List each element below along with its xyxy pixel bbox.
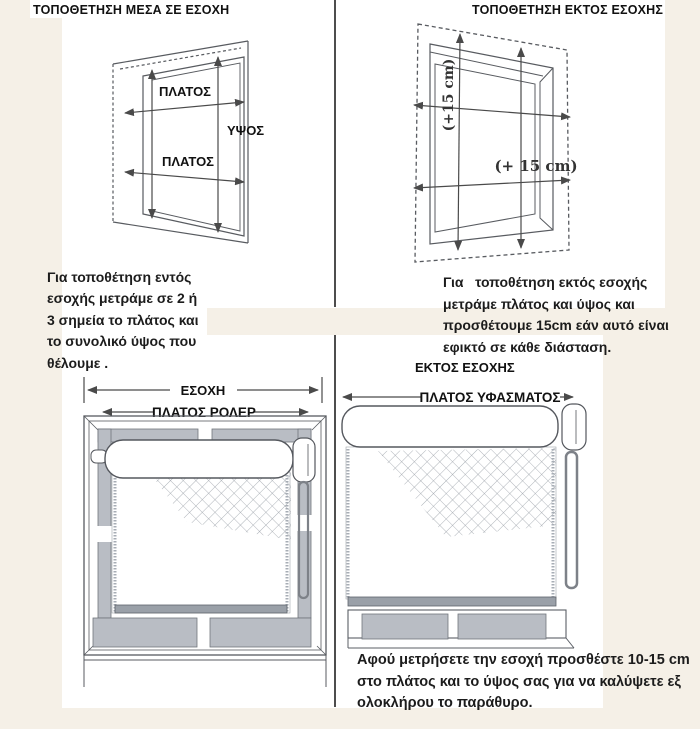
chain-loop xyxy=(566,452,577,588)
wall-gap-left xyxy=(97,526,112,542)
window-frame-lines xyxy=(415,24,569,262)
width-label-top: ΠΛΑΤΟΣ xyxy=(159,84,211,99)
fabric-bottom-bar xyxy=(115,605,287,613)
roller-tube xyxy=(342,406,558,447)
fabric-bottom-bar xyxy=(348,597,556,606)
recess-label: ΕΣΟΧΗ xyxy=(180,383,226,398)
roller-width-label: ΠΛΑΤΟΣ ΡΟΛΕΡ xyxy=(152,405,256,420)
recess-roller-blind-drawing xyxy=(75,372,337,694)
outside-recess-bottom-note: Αφού μετρήσετε την εσοχή προσθέστε 10-15 cm στο πλάτος και το ύψος σας για να καλύψετε εξ ολοκλήρου το παράθυρο. xyxy=(357,652,690,712)
width-add-label: (+ 15 cm) xyxy=(494,157,578,175)
title-inside-recess: ΤΟΠΟΘΕΤΗΣΗ ΜΕΣΑ ΣΕ ΕΣΟΧΗ xyxy=(33,3,230,17)
right-bracket xyxy=(562,404,586,450)
roller-tube xyxy=(105,440,293,478)
outside-roller-blind-drawing xyxy=(338,385,638,653)
title-outside-recess: ΤΟΠΟΘΕΤΗΣΗ ΕΚΤΟΣ ΕΣΟΧΗΣ xyxy=(472,3,664,17)
outside-recess-window-drawing xyxy=(405,18,590,268)
width-label-bottom: ΠΛΑΤΟΣ xyxy=(162,154,214,169)
height-label: ΥΨΟΣ xyxy=(227,123,265,138)
outside-recess-note: Για τοποθέτηση εκτός εσοχής μετράμε πλάτος και ύψος και προσθέτουμε 15cm εάν αυτό είναι εφικτό σε κάθε διάσταση. xyxy=(443,274,669,356)
outside-recess-heading: ΕΚΤΟΣ ΕΣΟΧΗΣ xyxy=(415,360,515,375)
window-sill xyxy=(348,610,574,648)
inside-recess-note: Για τοποθέτηση εντός εσοχής μετράμε σε 2 ή 3 σημεία το πλάτος και το συνολικό ύψος που θέλουμε . xyxy=(47,269,199,371)
right-bracket xyxy=(293,438,315,482)
middle-band xyxy=(207,308,335,335)
center-divider-top xyxy=(334,0,336,307)
height-add-label: (+15 cm) xyxy=(441,58,457,132)
window-frame-lines xyxy=(113,41,248,243)
left-margin-strip xyxy=(30,18,62,308)
fabric-width-label: ΠΛΑΤΟΣ ΥΦΑΣΜΑΤΟΣ xyxy=(419,390,561,405)
inside-recess-window-drawing xyxy=(70,25,320,265)
